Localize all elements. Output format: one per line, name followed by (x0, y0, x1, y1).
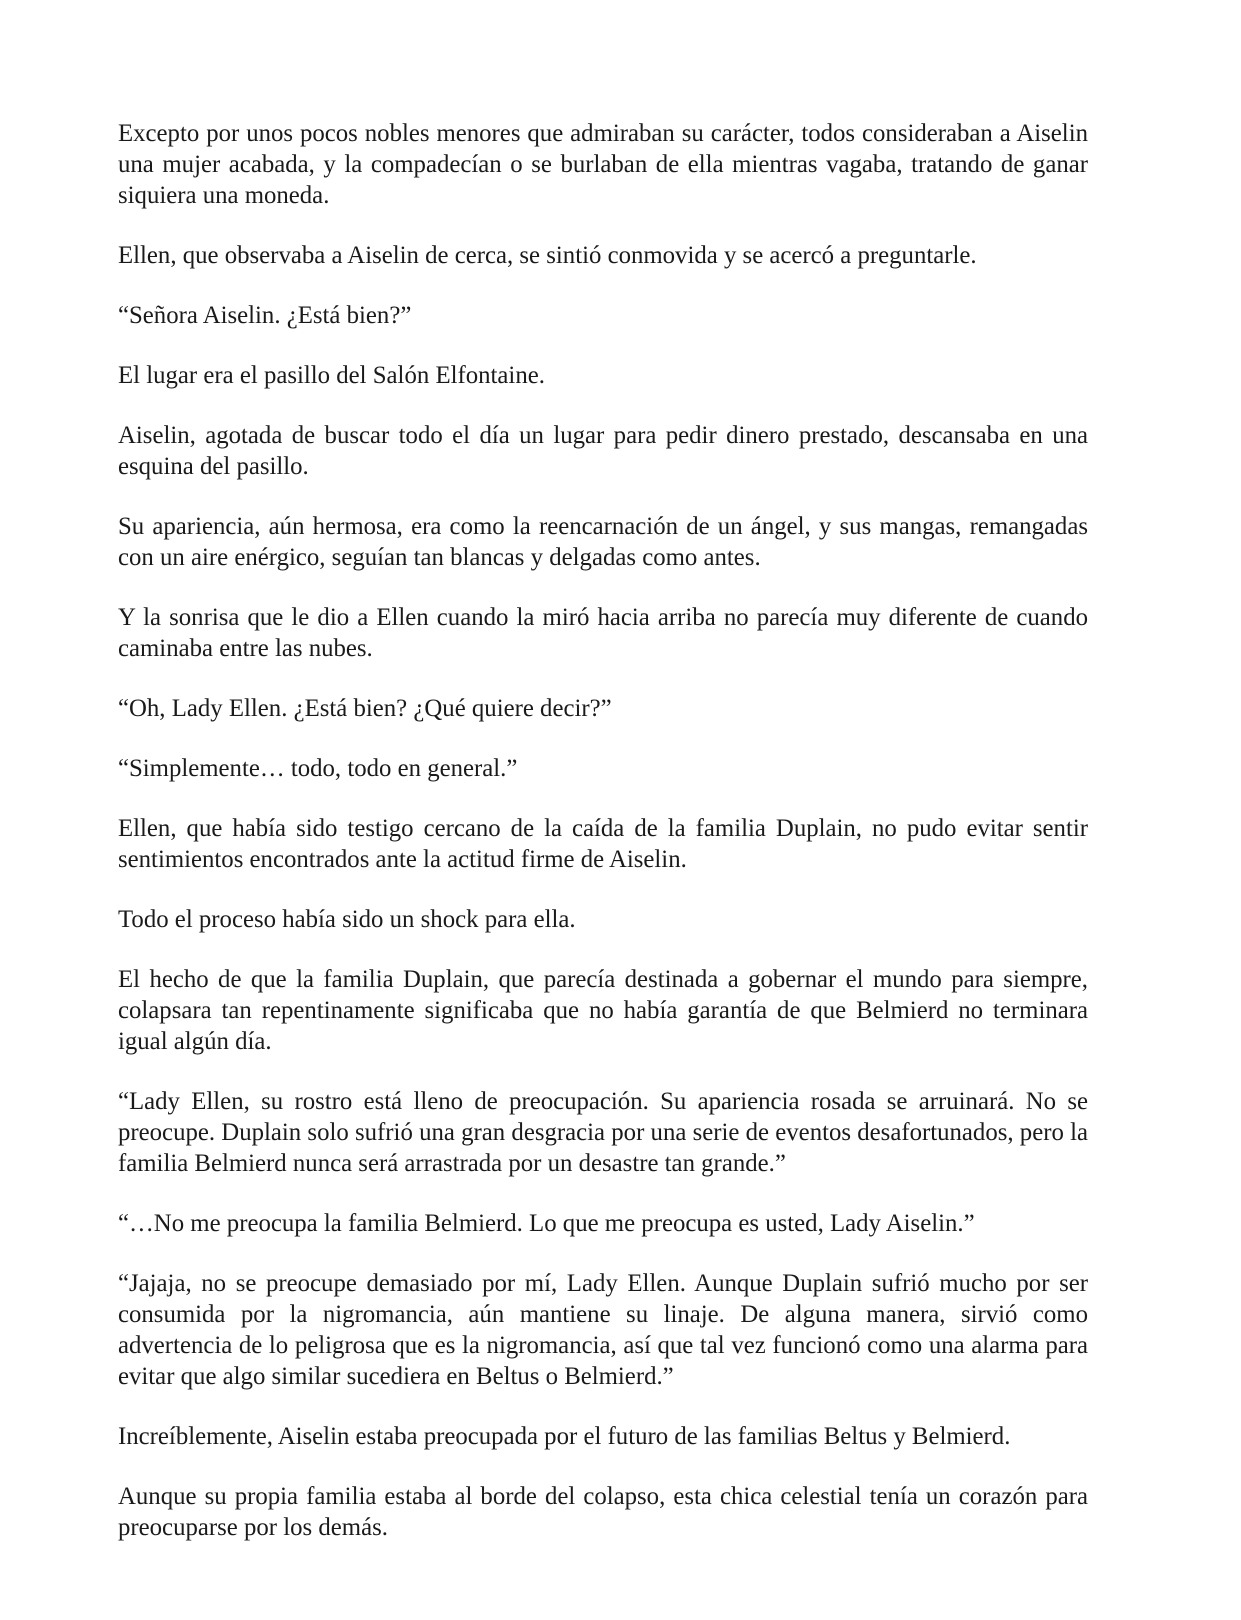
paragraph: Increíblemente, Aiselin estaba preocupada por el futuro de las familias Beltus y Belmierd. (118, 1423, 1011, 1450)
paragraph: El lugar era el pasillo del Salón Elfontaine. (118, 362, 545, 389)
paragraph: Todo el proceso había sido un shock para ella. (118, 906, 576, 933)
paragraph: “Simplemente… todo, todo en general.” (118, 755, 518, 782)
paragraph: El hecho de que la familia Duplain, que parecía destinada a gobernar el mundo para siempre, colapsara tan repentinamente significaba que no había garantía de que Belmierd no terminara igual algún día. (118, 966, 1088, 1055)
paragraph: Ellen, que había sido testigo cercano de la caída de la familia Duplain, no pudo evitar sentir sentimientos encontrados ante la actitud firme de Aiselin. (118, 815, 1088, 873)
paragraph: Ellen, que observaba a Aiselin de cerca, se sintió conmovida y se acercó a preguntarle. (118, 242, 977, 269)
paragraph: “Señora Aiselin. ¿Está bien?” (118, 302, 412, 329)
paragraph: “Lady Ellen, su rostro está lleno de preocupación. Su apariencia rosada se arruinará. No se preocupe. Duplain solo sufrió una gran desgracia por una serie de eventos desafortunados, pero la familia Belmierd nunca será arrastrada por un desastre tan grande.” (118, 1088, 1088, 1177)
paragraph: “Jajaja, no se preocupe demasiado por mí, Lady Ellen. Aunque Duplain sufrió mucho por ser consumida por la nigromancia, aún mantiene su linaje. De alguna manera, sirvió como advertencia de lo peligrosa que es la nigromancia, así que tal vez funcionó como una alarma para evitar que algo similar sucediera en Beltus o Belmierd.” (118, 1270, 1088, 1390)
paragraph: Y la sonrisa que le dio a Ellen cuando la miró hacia arriba no parecía muy diferente de cuando caminaba entre las nubes. (118, 604, 1088, 662)
document-page (118, 118, 1088, 1543)
paragraph: Su apariencia, aún hermosa, era como la reencarnación de un ángel, y sus mangas, remangadas con un aire enérgico, seguían tan blancas y delgadas como antes. (118, 513, 1088, 571)
paragraph: “Oh, Lady Ellen. ¿Está bien? ¿Qué quiere decir?” (118, 695, 612, 722)
paragraph: Aunque su propia familia estaba al borde del colapso, esta chica celestial tenía un corazón para preocuparse por los demás. (118, 1483, 1088, 1541)
paragraph: “…No me preocupa la familia Belmierd. Lo que me preocupa es usted, Lady Aiselin.” (118, 1210, 975, 1237)
paragraph: Aiselin, agotada de buscar todo el día un lugar para pedir dinero prestado, descansaba en una esquina del pasillo. (118, 422, 1088, 480)
paragraph: Excepto por unos pocos nobles menores que admiraban su carácter, todos consideraban a Aiselin una mujer acabada, y la compadecían o se burlaban de ella mientras vagaba, tratando de ganar siquiera una moneda. (118, 120, 1088, 209)
